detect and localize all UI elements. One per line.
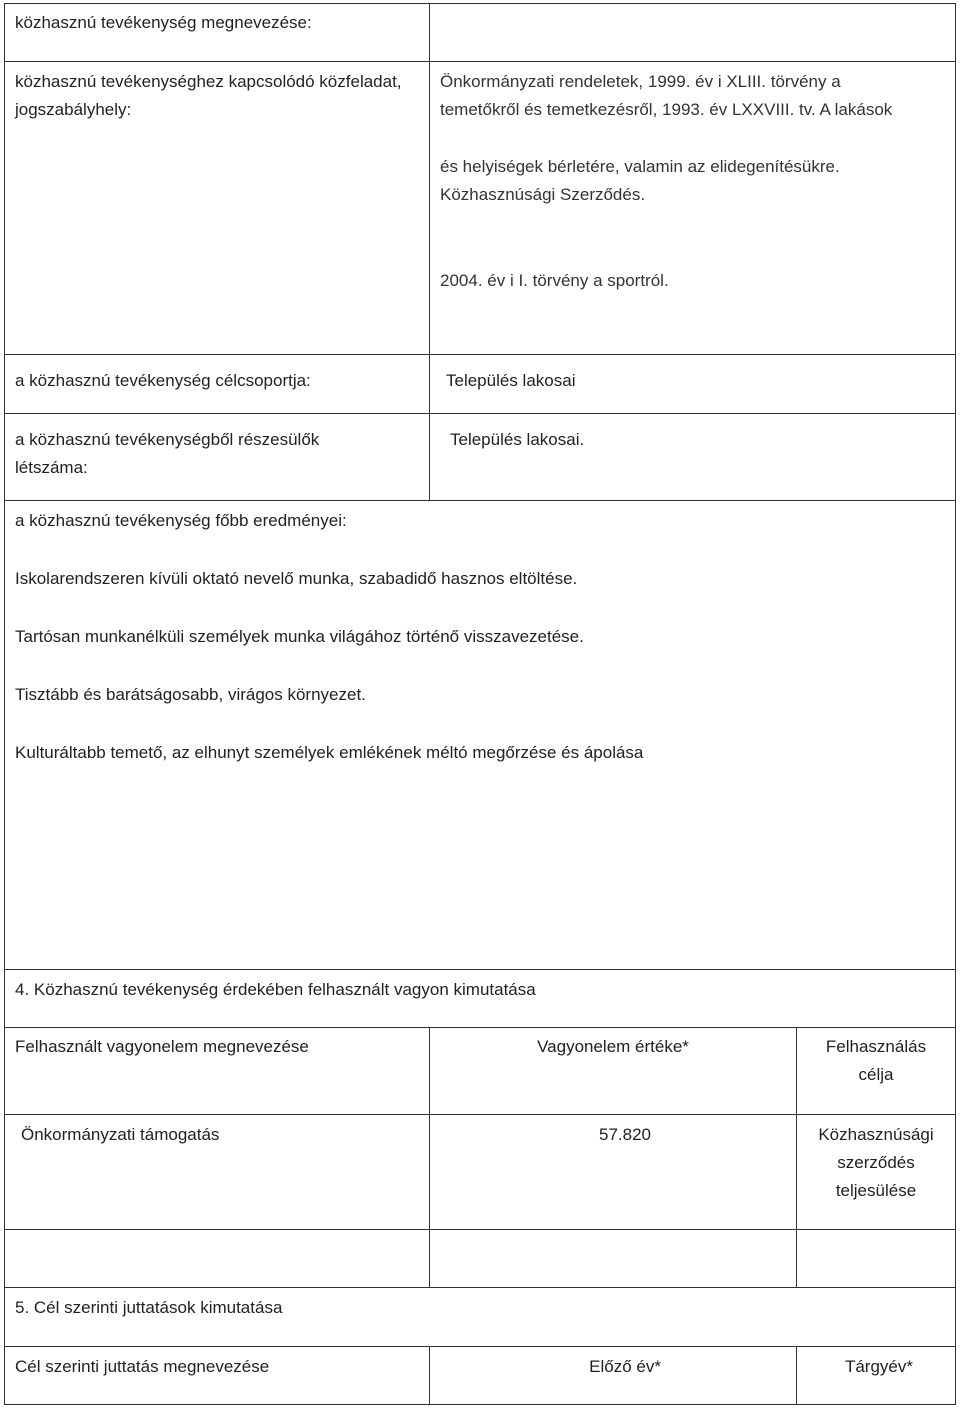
asset-name: Önkormányzati támogatás	[5, 1115, 430, 1229]
beneficiaries-row	[4, 414, 956, 501]
usage-purpose: Közhasznúsági szerződés teljesülése	[818, 1125, 934, 1200]
header-asset-name: Felhasznált vagyonelem megnevezése	[5, 1028, 430, 1114]
header-current-year: Tárgyév*	[844, 1357, 913, 1376]
target-group-row	[4, 355, 956, 414]
section4-header-row	[4, 1028, 956, 1115]
activity-name-value	[430, 4, 955, 61]
header-previous-year: Előző év*	[430, 1347, 797, 1404]
beneficiaries-label: a közhasznú tevékenységből részesülők létszáma:	[5, 414, 430, 500]
result-item: Iskolarendszeren kívüli oktató nevelő munka, szabadidő hasznos eltöltése.	[15, 569, 578, 588]
legal-basis-row	[4, 62, 956, 355]
legal-basis-line-1: Önkormányzati rendeletek, 1999. év i XLIII. törvény a temetőkről és temetkezésről, 1993. év LXXVIII. tv. A lakások	[440, 72, 893, 119]
header-benefit-name: Cél szerinti juttatás megnevezése	[5, 1347, 430, 1404]
section5-heading-row	[4, 1288, 956, 1347]
table-row	[4, 1115, 956, 1230]
section4-heading-row	[4, 970, 956, 1028]
activity-name-row	[4, 3, 956, 62]
results-cell	[5, 501, 955, 969]
results-heading: a közhasznú tevékenység főbb eredményei:	[15, 511, 347, 530]
legal-basis-line-3: 2004. év i I. törvény a sportról.	[440, 271, 669, 290]
activity-name-label: közhasznú tevékenység megnevezése:	[5, 4, 430, 61]
result-item: Tisztább és barátságosabb, virágos környezet.	[15, 685, 366, 704]
beneficiaries-value: Település lakosai.	[450, 430, 585, 449]
table-row	[4, 1230, 956, 1288]
target-group-label: a közhasznú tevékenység célcsoportja:	[5, 355, 430, 413]
section5-header-row	[4, 1347, 956, 1405]
usage-purpose	[797, 1230, 955, 1287]
results-row	[4, 501, 956, 970]
asset-value: 57.820	[430, 1115, 797, 1229]
report-form	[4, 3, 956, 1405]
section5-heading: 5. Cél szerinti juttatások kimutatása	[15, 1298, 283, 1317]
result-item: Kulturáltabb temető, az elhunyt személyek emlékének méltó megőrzése és ápolása	[15, 743, 644, 762]
header-asset-value: Vagyonelem értéke*	[430, 1028, 797, 1114]
asset-name	[5, 1230, 430, 1287]
header-usage-purpose: Felhasználás célja	[825, 1037, 927, 1084]
legal-basis-line-2: és helyiségek bérletére, valamin az elidegenítésükre. Közhasznúsági Szerződés.	[440, 157, 840, 204]
legal-basis-value	[430, 62, 955, 354]
legal-basis-label: közhasznú tevékenységhez kapcsolódó közfeladat, jogszabályhely:	[5, 62, 430, 354]
asset-value	[430, 1230, 797, 1287]
result-item: Tartósan munkanélküli személyek munka világához történő visszavezetése.	[15, 627, 584, 646]
section4-heading: 4. Közhasznú tevékenység érdekében felhasznált vagyon kimutatása	[15, 980, 536, 999]
target-group-value: Település lakosai	[446, 371, 576, 390]
